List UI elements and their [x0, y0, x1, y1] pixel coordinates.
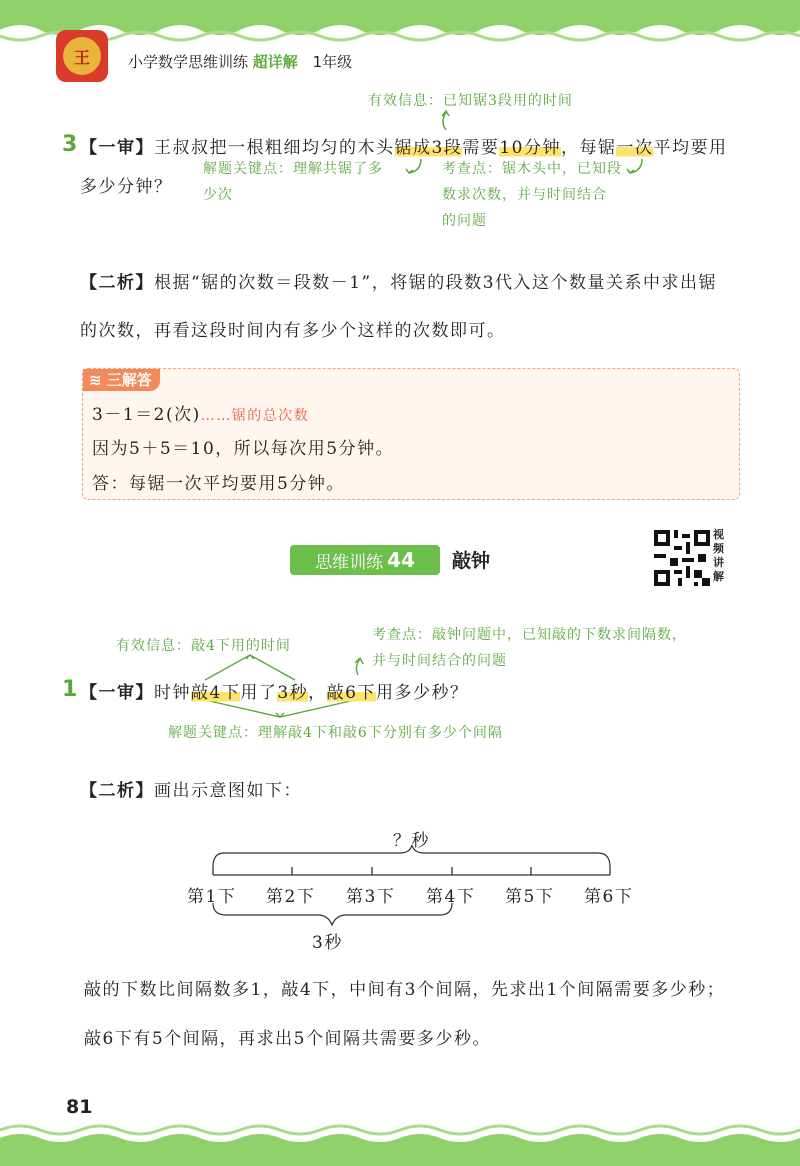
q3-arrow-key [405, 155, 427, 177]
q1-question [80, 678, 468, 703]
answer-wave-icon: ≋ [89, 371, 107, 389]
q3-note-check-1: 考查点：锯木头中，已知段 [442, 161, 622, 177]
q1-note-effective: 有效信息：敲4下用的时间 [116, 638, 291, 654]
q3-number: 3 [62, 132, 78, 157]
q1-analysis-intro: 画出示意图如下： [154, 781, 302, 801]
q1-highlight-1: 敲4下 [191, 683, 241, 703]
diagram [200, 845, 620, 945]
footer-band [0, 1120, 800, 1166]
q1-conclusion-2: 敲6下有5个间隔，再求出5个间隔共需要多少秒。 [84, 1029, 491, 1049]
q1-text-1: 时钟 [154, 683, 191, 703]
diagram-tick-5: 第5下 [505, 887, 555, 907]
q1-number: 1 [62, 677, 78, 702]
section-title-num: 44 [387, 548, 415, 572]
diagram-tick-6: 第6下 [584, 887, 634, 907]
q3-text-4: 平均要用 [653, 138, 728, 158]
q3-highlight-2: 10分钟 [499, 138, 561, 158]
q1-analysis [80, 776, 302, 801]
q1-note-check-1: 考查点：敲钟问题中，已知敲的下数求间隔数， [372, 627, 687, 643]
q1-note-key: 解题关键点：理解敲4下和敲6下分别有多少个间隔 [168, 725, 503, 741]
section-topic: 敲钟 [452, 550, 491, 572]
qr-label-char-1: 视 [713, 528, 724, 541]
q1-conclusion-1: 敲的下数比间隔数多1，敲4下，中间有3个间隔，先求出1个间隔需要多少秒； [84, 980, 726, 1000]
q3-answer-tag-label: 三解答 [106, 371, 152, 389]
section-title-prefix: 思维训练 [315, 552, 384, 573]
q1-tag-analyze: 【二析】 [80, 781, 154, 801]
q1-note-check-2: 并与时间结合的问题 [372, 653, 507, 669]
qr-label-char-4: 解 [713, 570, 724, 583]
q3-answer-line3: 答：每锯一次平均要用5分钟。 [92, 474, 345, 494]
q3-note-check-2: 数求次数，并与时间结合 [442, 187, 607, 203]
q3-note-effective: 有效信息：已知锯3段用的时间 [368, 93, 573, 109]
q3-analysis-line1 [80, 268, 717, 293]
book-logo [56, 30, 108, 82]
q3-note-key-2: 少次 [203, 187, 233, 203]
page-number: 81 [66, 1096, 93, 1118]
q3-tag-read: 【一审】 [80, 138, 154, 158]
q1-tag-read: 【一审】 [80, 683, 154, 703]
logo-text: 王 [73, 47, 90, 67]
q3-highlight-3: 一次 [616, 138, 654, 158]
q3-answer-tag [83, 369, 160, 391]
q3-answer-eq-note: ……锯的总次数 [200, 408, 310, 424]
grade-label: 1年级 [312, 53, 353, 71]
diagram-top-label: ？秒 [393, 831, 430, 851]
q3-analysis-line2: 的次数，再看这段时间内有多少个这样的次数即可。 [80, 321, 506, 341]
q1-highlight-2: 3秒 [277, 683, 309, 703]
qr-code[interactable] [654, 530, 710, 586]
diagram-tick-3: 第3下 [346, 887, 396, 907]
section-title-banner [290, 545, 440, 575]
qr-label [713, 528, 725, 584]
diagram-tick-2: 第2下 [266, 887, 316, 907]
header-band [0, 0, 800, 50]
q3-arrow-effective [436, 108, 456, 132]
book-title-emph: 超详解 [252, 53, 298, 71]
book-title: 小学数学思维训练 [128, 53, 249, 71]
q3-question-line2: 多少分钟？ [80, 177, 173, 197]
q3-arrow-check [626, 155, 648, 177]
q1-text-3: ， [308, 683, 327, 703]
qr-label-char-2: 频 [713, 542, 724, 555]
q3-tag-analyze: 【二析】 [80, 273, 154, 293]
q3-highlight-1: 锯成3段 [394, 138, 463, 158]
q3-note-check-3: 的问题 [442, 213, 487, 229]
q3-analysis-text-1: 根据“锯的次数＝段数－1”，将锯的段数3代入这个数量关系中求出锯 [154, 273, 718, 293]
q3-text-1: 王叔叔把一根粗细均匀的木头 [154, 138, 395, 158]
qr-label-char-3: 讲 [713, 556, 724, 569]
q3-text-3: ，每锯 [560, 138, 617, 158]
q1-highlight-3: 敲6下 [326, 683, 376, 703]
q1-text-2: 用了 [240, 683, 278, 703]
diagram-bottom-label: 3秒 [312, 933, 343, 953]
q1-text-4: 用多少秒？ [375, 683, 469, 703]
diagram-tick-1: 第1下 [187, 887, 237, 907]
diagram-tick-4: 第4下 [426, 887, 476, 907]
q3-answer-eq: 3－1＝2(次) [92, 405, 201, 425]
q3-note-key-1: 解题关键点：理解共锯了多 [203, 161, 383, 177]
q3-text-2: 需要 [462, 138, 500, 158]
header-title [128, 51, 352, 72]
q3-answer-line2: 因为5＋5＝10，所以每次用5分钟。 [92, 439, 395, 459]
q3-answer-line1 [92, 400, 309, 425]
